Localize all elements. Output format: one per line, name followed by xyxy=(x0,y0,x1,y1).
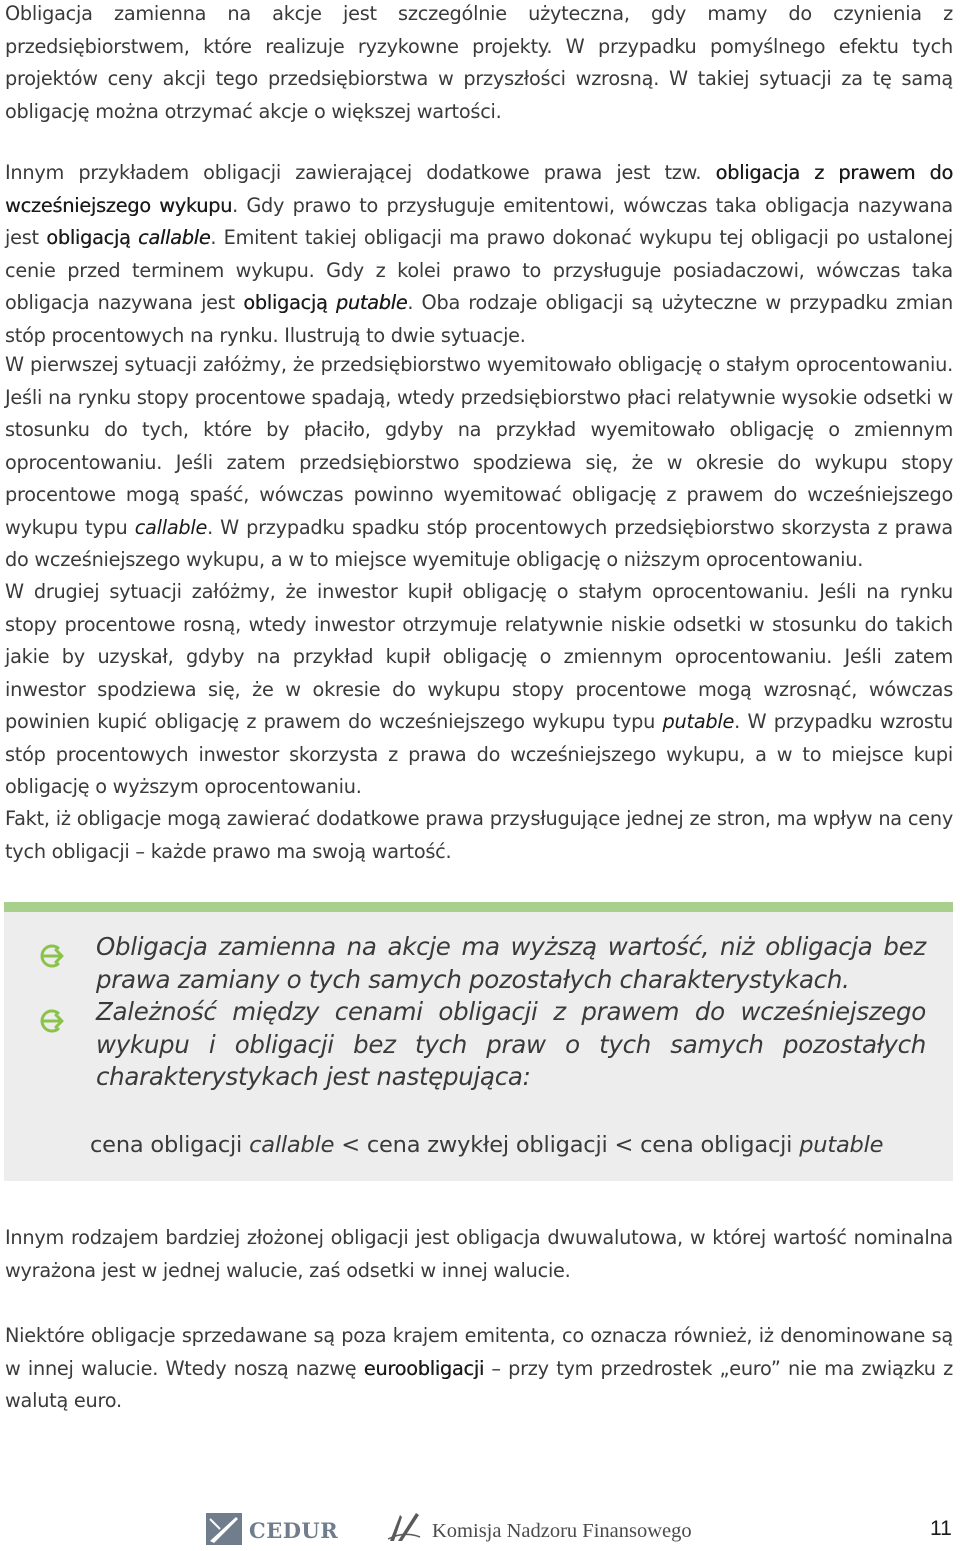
term-callable: callable xyxy=(134,515,208,539)
text-segment: . W przypadku wzrostu stóp procentowych inwestor skorzysta z prawa do wcześniejszego wykupu, a w to miejsce kupi obligację o wyższym oprocentowaniu. xyxy=(5,710,953,798)
paragraph-callable-putable xyxy=(5,157,953,352)
text-segment: . W przypadku spadku stóp procentowych przedsiębiorstwo skorzysta z prawa do wcześniejszego wykupu, a w to miejsce wyemituje obligację o niższym oprocentowaniu. xyxy=(5,515,953,571)
formula-segment: cena obligacji xyxy=(90,1132,250,1158)
text-segment: . Gdy prawo to przysługuje emitentowi, wówczas taka obligacja nazywana jest xyxy=(5,193,953,249)
paragraph-second-situation xyxy=(5,576,953,804)
term-eurobonds: euroobligacji xyxy=(363,1356,485,1380)
text-segment: Innym przykładem obligacji zawierającej dodatkowe prawa jest tzw. xyxy=(5,161,716,184)
summary-item-text: Obligacja zamienna na akcje ma wyższą wartość, niż obligacja bez prawa zamiany o tych samych pozostałych charakterystykach. xyxy=(96,932,926,994)
cedur-label: CEDUR xyxy=(249,1518,339,1543)
text-segment: . Emitent takiej obligacji ma prawo dokonać wykupu tej obligacji po ustalonej cenie przed terminem wykupu. Gdy z kolei prawo to przysługuje posiadaczowi, wówczas taka obligacja nazywana jest xyxy=(5,226,953,314)
curved-arrow-icon xyxy=(36,941,66,971)
summary-box xyxy=(4,902,953,1181)
paragraph-dual-currency: Innym rodzajem bardziej złożonej obligacji jest obligacja dwuwalutowa, w której wartość nominalna wyrażona jest w jednej walucie, zaś odsetki w innej walucie. xyxy=(5,1226,953,1282)
cedur-logo-icon xyxy=(206,1513,242,1545)
text-segment: . Oba rodzaje obligacji są użyteczne w przypadku zmian stóp procentowych na rynku. Ilustrują to dwie sytuacje. xyxy=(5,291,953,347)
formula-segment: < cena zwykłej obligacji < cena obligacji xyxy=(334,1132,800,1158)
text-segment: W drugiej sytuacji załóżmy, że inwestor kupił obligację o stałym oprocentowaniu. Jeśli na rynku stopy procentowe rosną, wtedy inwestor otrzymuje relatywnie niskie odsetki w stosunku do takich jakie by uzyskał, gdyby na przykład kupił obligację o zmiennym oprocentowaniu. Jeśli zatem inwestor spodziewa się, że w okresie do wykupu stopy procentowe mogą wzrosnąć, wówczas powinien kupić obligację z prawem do wcześniejszego wykupu typu xyxy=(5,580,953,733)
page-footer xyxy=(0,1505,960,1551)
term-putable-prefix: obligacją xyxy=(243,291,336,314)
knf-label: Komisja Nadzoru Finansowego xyxy=(432,1520,692,1542)
term-early-redemption-bond: obligacja z prawem do wcześniejszego wykupu xyxy=(5,161,953,217)
paragraph-first-situation xyxy=(5,349,953,577)
term-callable-prefix: obligacją xyxy=(46,226,138,249)
formula-putable: putable xyxy=(799,1132,884,1158)
summary-item-text: Zależność między cenami obligacji z prawem do wcześniejszego wykupu i obligacji bez tych praw o tych samych pozostałych charakterystykach jest następująca: xyxy=(96,997,926,1091)
page-number: 11 xyxy=(930,1517,952,1540)
paragraph-convertible-bond: Obligacja zamienna na akcje jest szczególnie użyteczna, gdy mamy do czynienia z przedsiębiorstwem, które realizuje ryzykowne projekty. W przypadku pomyślnego efektu tych projektów ceny akcji tego przedsiębiorstwa w przyszłości wzrosną. W takiej sytuacji za tę samą obligację można otrzymać akcje o większej wartości. xyxy=(5,2,953,123)
text-segment: Niektóre obligacje sprzedawane są poza krajem emitenta, co oznacza również, iż denominowane są w innej walucie. Wtedy noszą nazwę xyxy=(5,1324,953,1380)
formula-callable: callable xyxy=(249,1132,335,1158)
paragraph-eurobonds xyxy=(5,1320,953,1418)
text-segment: W pierwszej sytuacji załóżmy, że przedsiębiorstwo wyemitowało obligację o stałym oprocentowaniu. Jeśli na rynku stopy procentowe spadają, wtedy przedsiębiorstwo płaci relatywnie wysokie odsetki w stosunku do tych, które by płaciło, gdyby na przykład wyemitowało obligację o zmiennym oprocentowaniu. Jeśli zatem przedsiębiorstwo spodziewa się, że w okresie do wykupu stopy procentowe mogą spaść, wówczas powinno wyemitować obligację z prawem do wcześniejszego wykupu typu xyxy=(5,353,953,539)
term-putable: putable xyxy=(662,710,735,733)
price-relation-formula xyxy=(90,1132,883,1158)
paragraph-rights-value: Fakt, iż obligacje mogą zawierać dodatkowe prawa przysługujące jednej ze stron, ma wpływ na ceny tych obligacji – każde prawo ma swoją wartość. xyxy=(5,807,953,863)
text-segment: – przy tym przedrostek „euro” nie ma związku z walutą euro. xyxy=(5,1356,953,1412)
term-putable: putable xyxy=(335,291,408,314)
knf-logo-icon xyxy=(386,1511,422,1545)
curved-arrow-icon xyxy=(36,1006,66,1036)
term-callable: callable xyxy=(137,226,211,249)
